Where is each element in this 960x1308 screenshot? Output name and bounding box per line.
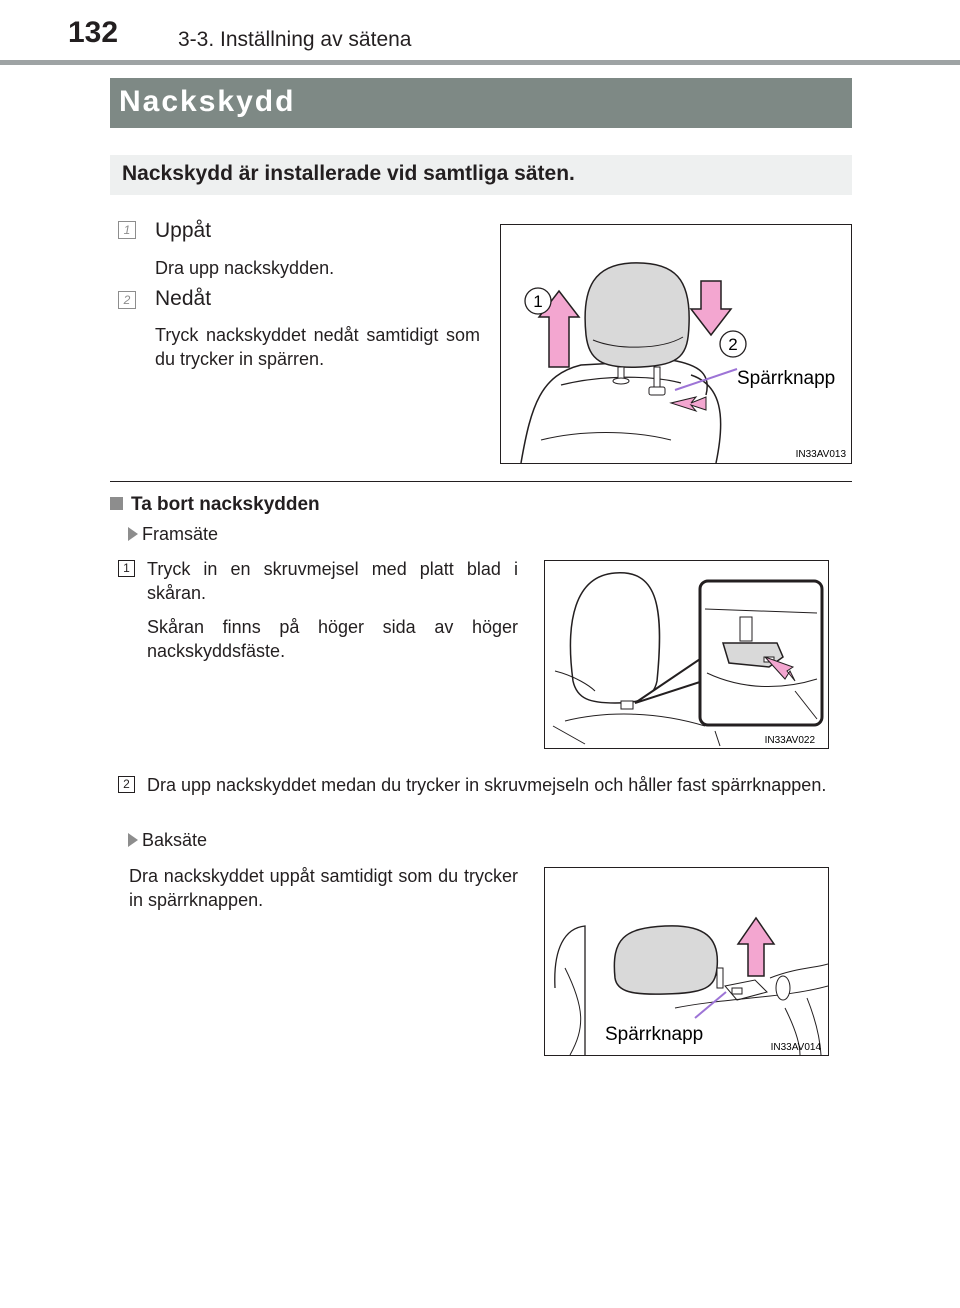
step-number-2: 2	[118, 291, 136, 309]
front-step-number-2: 2	[118, 776, 135, 793]
figure-code-rear: IN33AV014	[770, 1042, 821, 1053]
callout-2: 2	[728, 335, 738, 354]
front-step-1-note: Skåran finns på höger sida av höger nackskyddsfäste.	[147, 617, 518, 661]
step-title-down: Nedåt	[155, 287, 212, 310]
remove-heading-text: Ta bort nackskydden	[131, 494, 320, 515]
page-number: 132	[68, 16, 119, 49]
callout-1: 1	[533, 292, 543, 311]
front-step-2-text: Dra upp nackskyddet medan du trycker in skruvmejseln och håller fast spärrknappen.	[147, 775, 827, 795]
intro-box	[110, 155, 852, 195]
front-step-1-text: Tryck in en skruvmejsel med platt blad i skåran.	[147, 559, 518, 603]
front-seat-text: Framsäte	[142, 524, 219, 544]
step-text-up: Dra upp nackskydden.	[155, 258, 335, 278]
label-sparrknapp: Spärrknapp	[737, 368, 836, 389]
section-title: 3-3. Inställning av sätena	[178, 28, 412, 51]
figure-headrest-adjust	[500, 224, 852, 464]
figure-rear-seat	[544, 867, 829, 1056]
remove-heading	[110, 494, 320, 516]
page-title: Nackskydd	[119, 85, 296, 118]
front-step-number-1: 1	[118, 560, 135, 577]
square-bullet-icon	[110, 497, 123, 510]
title-banner	[110, 78, 852, 128]
label-sparrknapp-rear: Spärrknapp	[605, 1024, 704, 1045]
rear-seat-illustration	[545, 868, 828, 1055]
step-text-down: Tryck nackskyddet nedåt samtidigt som du trycker in spärren.	[155, 325, 480, 369]
step-title-up: Uppåt	[155, 219, 212, 242]
triangle-bullet-icon	[128, 833, 138, 847]
figure-code: IN33AV013	[795, 449, 846, 460]
front-seat-label	[128, 524, 218, 545]
header-rule	[0, 60, 960, 65]
figure-code-front: IN33AV022	[764, 735, 815, 746]
headrest-adjust-illustration	[501, 225, 851, 463]
rear-seat-label	[128, 830, 207, 851]
intro-text: Nackskydd är installerade vid samtliga säten.	[122, 162, 575, 185]
front-seat-illustration	[545, 561, 828, 748]
figure-front-seat	[544, 560, 829, 749]
rear-text: Dra nackskyddet uppåt samtidigt som du trycker in spärrknappen.	[129, 866, 518, 910]
step-number-1: 1	[118, 221, 136, 239]
rear-seat-text: Baksäte	[142, 830, 208, 850]
section-divider	[110, 481, 852, 482]
triangle-bullet-icon	[128, 527, 138, 541]
